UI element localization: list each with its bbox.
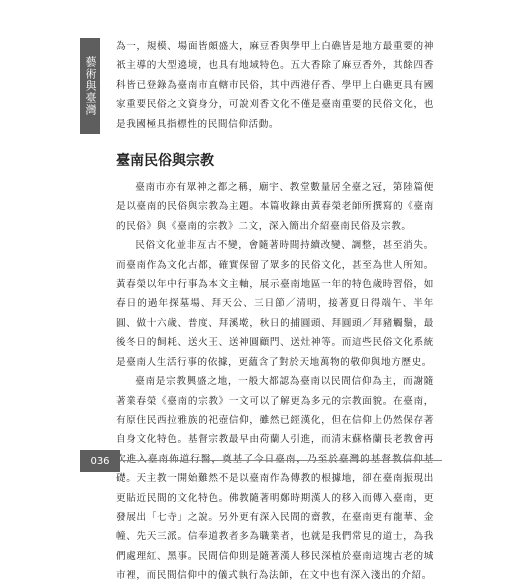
paragraph-3: 民俗文化並非亙古不變，會隨著時間持續改變、調整，甚至消失。而臺南作為文化古都，確實保留了眾多的民俗文化，甚至為世人所知。黃春榮以年中行事為本文主軸，展示臺南地區一年的特色歲時習俗，如春日的過年探墓場、拜天公、三日節／清明，接著夏日得端午、半年圓、做十六歲、普度、拜溪墘，秋日的捕圓頭、拜圓頭／拜豬觸鬚，最後冬日的飼耗、送火王、送神圓顧門、送灶神等。而這些民俗文化系統是臺南人生活行事的依據，更蘊含了對於天地萬物的敬仰與地方歷史。 (116, 240, 434, 368)
section-title: 臺南民俗與宗教 (116, 153, 214, 170)
paragraph-2: 臺南市亦有眾神之都之稱，廟宇、教堂數量居全臺之冠，第陸篇便是以臺南的民俗與宗教為主題。本篇收錄由黃春榮老師所撰寫的《臺南的民俗》與《臺南的宗教》二文，深入簡出介紹臺南民俗及宗教。 (116, 182, 434, 232)
paragraph-4: 臺南是宗教興盛之地，一般大都認為臺南以民間信仰為主，而謝隨著業春榮《臺南的宗教》一文可以了解更為多元的宗教面貌。在臺南，有原住民西拉雅族的祀壺信仰，雖然已經漢化，但在信仰上仍然保存著自身文化特色。基督宗教最早由荷蘭人引進，而清末蘇格蘭長老教會再 礎。天主教一開始難然不是以臺南作為傳教的根據地，卻在臺南振現出更貼近民間的文化特色。佛教隨著明鄭時期漢人的移入而傳入臺南，更發展出「七寺」之說。另外更有深入民間的齋教，在臺南更有龍華、金幢、先天三派。信奉道教者多為職業者，也就是我們常見的道士，為我們處理紅、黑事。民間信仰則是隨著漢人移民深植於臺南這塊古老的城市裡，而民間信仰中的儀式執行為法師，在文中也有深入淺出的介紹。 (116, 376, 434, 582)
footer-rule (120, 460, 442, 461)
side-tab (80, 38, 100, 134)
paragraph-1: 為一，規模、場面皆頗盛大，麻豆香與學甲上白礁皆是地方最重要的神祇主導的大型遶境，也具有地域特色。五大香除了麻豆香外，其餘四香科皆已登錄為臺南市直轄市民俗，其中西港仔香、學甲上白礁更具有國家重要民俗之文資身分，可說刈香文化不僅是臺南重要的民俗文化，也是我國極具指標性的民間信仰活動。 (116, 41, 434, 130)
page-number: 036 (90, 455, 110, 467)
page-number-box (80, 450, 120, 472)
page-content (116, 37, 434, 586)
side-tab-label: 藝術與臺灣 (84, 56, 97, 116)
